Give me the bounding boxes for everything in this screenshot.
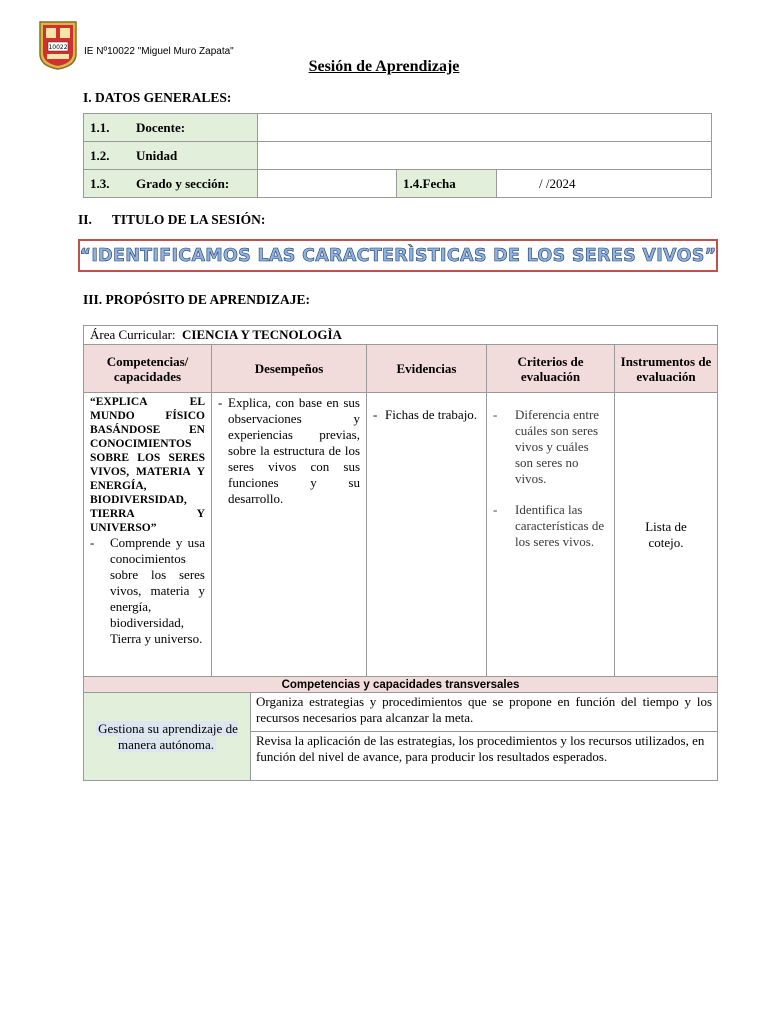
section-proposito-heading: III. PROPÓSITO DE APRENDIZAJE: — [83, 292, 311, 307]
row-transversal-title — [84, 677, 718, 693]
row-area — [84, 326, 718, 345]
cell-criterios — [487, 393, 615, 677]
cell-desempeno — [212, 393, 367, 677]
datos-generales-table — [83, 113, 712, 198]
col-instrumentos: Instrumentos de evaluación — [615, 345, 718, 393]
proposito-table — [83, 325, 718, 781]
field-unidad[interactable] — [258, 142, 712, 170]
section-titulo-heading: II. TITULO DE LA SESIÓN: — [78, 212, 266, 227]
transversal-capacidad-2: Revisa la aplicación de las estrategias, los procedimientos y los recursos utilizados, en función del nivel de avance, para producir los resultados esperados. — [251, 732, 718, 781]
col-desempenos: Desempeños — [212, 345, 367, 393]
label-docente: 1.1. Docente: — [84, 114, 258, 142]
transversal-capacidad-1: Organiza estrategias y procedimientos que se propone en función del tiempo y los recursos necesarios para alcanzar la meta. — [251, 693, 718, 732]
transversal-competencia: Gestiona su aprendizaje de manera autónoma. — [84, 693, 251, 781]
col-competencias: Competencias/ capacidades — [84, 345, 212, 393]
row-grado — [84, 170, 712, 198]
label-grado: 1.3. Grado y sección: — [84, 170, 258, 198]
section-datos-generales-heading: I. DATOS GENERALES: — [83, 90, 232, 105]
label-fecha: 1.4.Fecha — [397, 170, 497, 198]
area-curricular: Área Curricular: CIENCIA Y TECNOLOGÌA — [84, 326, 718, 345]
desempeno-item: - Explica, con base en sus observaciones y experiencias previas, sobre la estructura de los seres vivos con sus funciones y su desarrollo. — [218, 395, 360, 506]
header-row — [84, 345, 718, 393]
school-name: IE Nº10022 "Miguel Muro Zapata" — [84, 46, 234, 57]
session-title-banner — [78, 239, 718, 272]
transversal-title: Competencias y capacidades transversales — [84, 677, 718, 693]
criterio-item: - Diferencia entre cuáles son seres vivos y cuáles son seres no vivos. — [493, 407, 600, 486]
cell-evidencia — [367, 393, 487, 677]
document-title: Sesión de Aprendizaje — [308, 58, 460, 75]
field-fecha[interactable]: / /2024 — [497, 170, 712, 198]
col-criterios: Criterios de evaluación — [487, 345, 615, 393]
capacidad-item: - Comprende y usa conocimientos sobre los seres vivos, materia y energía, biodiversidad, Tierra y universo. — [90, 535, 205, 646]
criterio-item: - Identifica las características de los seres vivos. — [493, 502, 605, 549]
evidencia-item: - Fichas de trabajo. — [373, 407, 478, 422]
row-unidad — [84, 142, 712, 170]
col-evidencias: Evidencias — [367, 345, 487, 393]
logo-number: 10022 — [48, 44, 68, 51]
competencia-text: “EXPLICA EL MUNDO FÍSICO BASÁNDOSE EN CONOCIMIENTOS SOBRE LOS SERES VIVOS, MATERIA Y ENERGÍA, BIODIVERSIDAD, TIERRA Y UNIVERSO” — [90, 396, 205, 534]
cell-competencia — [84, 393, 212, 677]
content-row — [84, 393, 718, 677]
field-grado[interactable] — [258, 170, 397, 198]
session-title: “IDENTIFICAMOS LAS CARACTERÌSTICAS DE LOS SERES VIVOS” — [79, 245, 717, 266]
cell-instrumento: Lista de cotejo. — [615, 393, 718, 677]
label-unidad: 1.2. Unidad — [84, 142, 258, 170]
row-transversal-1 — [84, 693, 718, 732]
row-docente — [84, 114, 712, 142]
field-docente[interactable] — [258, 114, 712, 142]
